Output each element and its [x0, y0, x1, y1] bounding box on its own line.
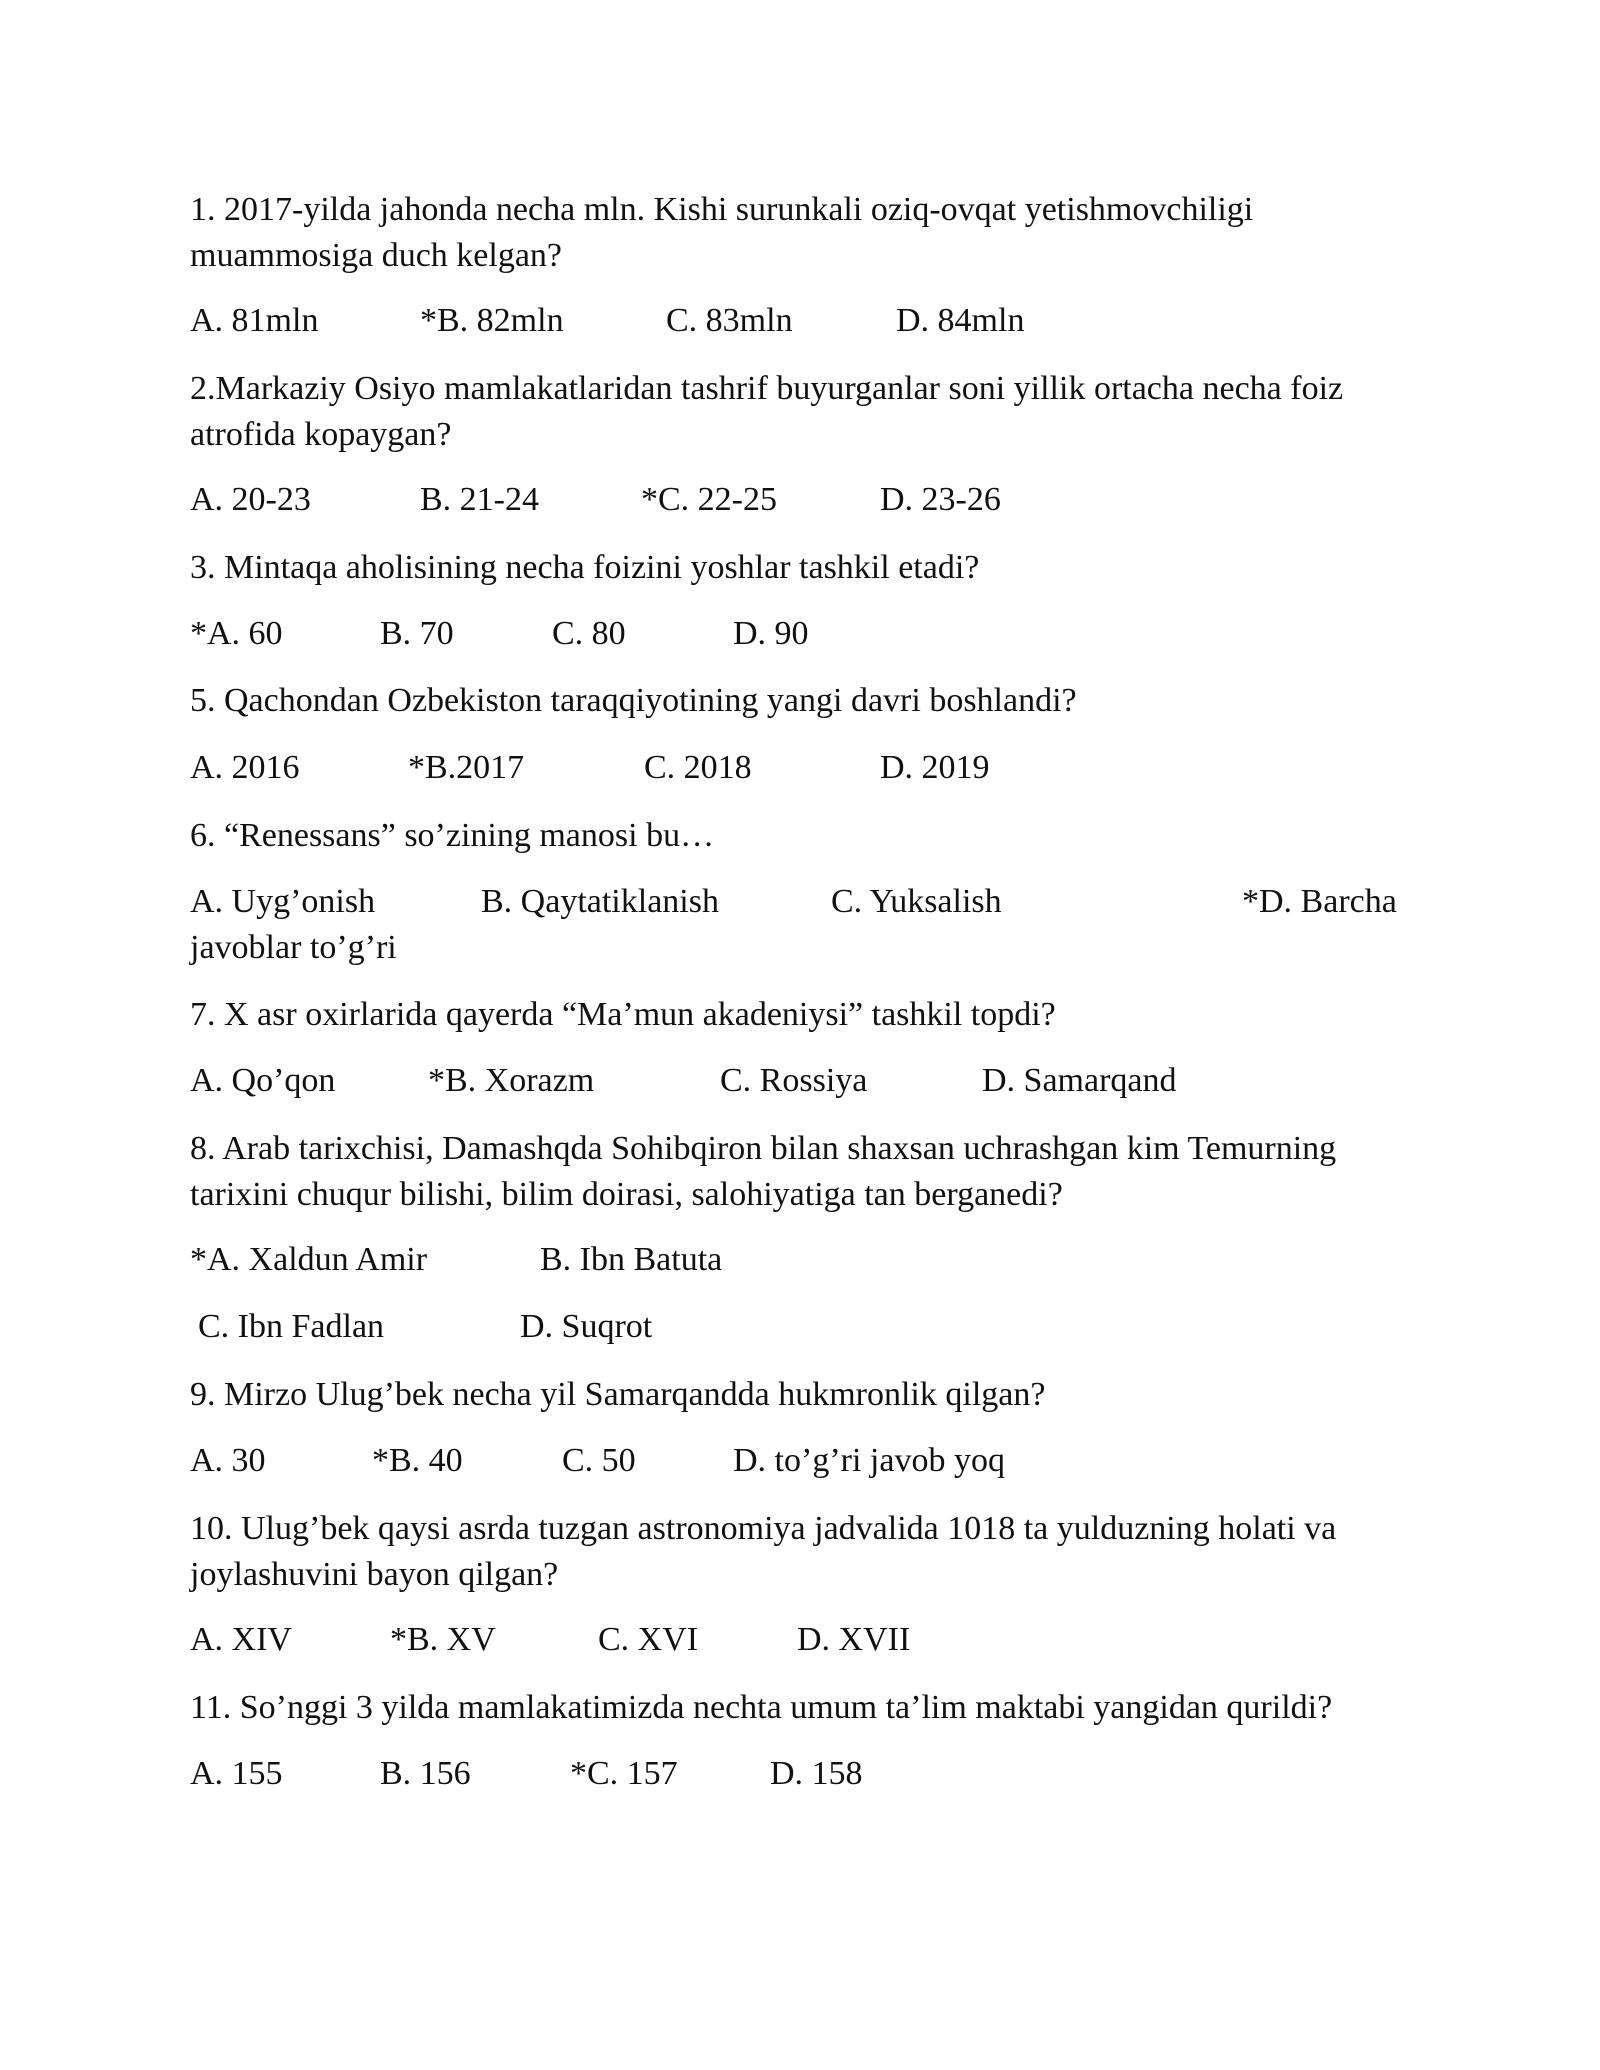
question-9-option-a: A. 30: [190, 1442, 266, 1479]
question-5-line-1: 5. Qachondan Ozbekiston taraqqiyotining yangi davri boshlandi?: [190, 682, 1077, 719]
question-2-option-a: A. 20-23: [190, 481, 311, 518]
question-9-line-1: 9. Mirzo Ulug’bek necha yil Samarqandda hukmronlik qilgan?: [190, 1376, 1046, 1413]
question-7-option-b: *B. Xorazm: [428, 1062, 595, 1099]
question-11-option-d: D. 158: [770, 1755, 863, 1792]
question-7-option-a: A. Qo’qon: [190, 1062, 336, 1099]
question-7-line-1: 7. X asr oxirlarida qayerda “Ma’mun akadeniysi” tashkil topdi?: [190, 996, 1056, 1033]
question-6-option-b: B. Qaytatiklanish: [481, 883, 719, 920]
question-2-line-1: 2.Markaziy Osiyo mamlakatlaridan tashrif buyurganlar soni yillik ortacha necha foiz: [190, 370, 1344, 407]
question-11-option-a: A. 155: [190, 1755, 283, 1792]
question-7-option-c: C. Rossiya: [720, 1062, 868, 1099]
question-8-option-d: D. Suqrot: [520, 1308, 653, 1345]
question-11-line-1: 11. So’nggi 3 yilda mamlakatimizda nechta umum ta’lim maktabi yangidan qurildi?: [190, 1689, 1333, 1726]
question-8-line-2: tarixini chuqur bilishi, bilim doirasi, salohiyatiga tan berganedi?: [190, 1176, 1063, 1213]
question-9-option-b: *B. 40: [372, 1442, 463, 1479]
question-3-option-a: *A. 60: [190, 615, 283, 652]
question-1-option-d: D. 84mln: [896, 302, 1025, 339]
question-1-line-2: muammosiga duch kelgan?: [190, 237, 563, 274]
question-10-option-b: *B. XV: [390, 1621, 496, 1658]
question-2-option-c: *C. 22-25: [641, 481, 777, 518]
question-2-option-b: B. 21-24: [420, 481, 539, 518]
question-3-option-c: C. 80: [552, 615, 626, 652]
question-3-line-1: 3. Mintaqa aholisining necha foizini yoshlar tashkil etadi?: [190, 549, 980, 586]
question-10-option-a: A. XIV: [190, 1621, 292, 1658]
question-9-option-c: C. 50: [562, 1442, 636, 1479]
question-3-option-b: B. 70: [380, 615, 454, 652]
question-1-option-c: C. 83mln: [666, 302, 793, 339]
question-9-option-d: D. to’g’ri javob yoq: [733, 1442, 1005, 1479]
question-10-line-2: joylashuvini bayon qilgan?: [190, 1556, 559, 1593]
question-2-option-d: D. 23-26: [880, 481, 1001, 518]
question-3-option-d: D. 90: [733, 615, 809, 652]
question-1-line-1: 1. 2017-yilda jahonda necha mln. Kishi surunkali oziq-ovqat yetishmovchiligi: [190, 191, 1254, 228]
question-7-option-d: D. Samarqand: [982, 1062, 1177, 1099]
question-6-option-c: C. Yuksalish: [831, 883, 1002, 920]
question-10-option-c: C. XVI: [598, 1621, 699, 1658]
question-5-option-c: C. 2018: [644, 749, 752, 786]
question-1-option-b: *B. 82mln: [420, 302, 564, 339]
question-5-option-d: D. 2019: [880, 749, 990, 786]
question-11-option-b: B. 156: [380, 1755, 471, 1792]
question-8-line-1: 8. Arab tarixchisi, Damashqda Sohibqiron bilan shaxsan uchrashgan kim Temurning: [190, 1130, 1337, 1167]
question-5-option-a: A. 2016: [190, 749, 300, 786]
question-2-line-2: atrofida kopaygan?: [190, 416, 452, 453]
question-6-option-d-continuation: javoblar to’g’ri: [190, 929, 397, 966]
question-6-line-1: 6. “Renessans” so’zining manosi bu…: [190, 817, 715, 854]
question-10-line-1: 10. Ulug’bek qaysi asrda tuzgan astronomiya jadvalida 1018 ta yulduzning holati va: [190, 1510, 1337, 1547]
question-6-option-a: A. Uyg’onish: [190, 883, 376, 920]
question-1-option-a: A. 81mln: [190, 302, 319, 339]
question-8-option-b: B. Ibn Batuta: [540, 1241, 723, 1278]
question-10-option-d: D. XVII: [797, 1621, 911, 1658]
question-8-option-a: *A. Xaldun Amir: [190, 1241, 428, 1278]
question-8-option-c: C. Ibn Fadlan: [198, 1308, 385, 1345]
question-6-option-d: *D. Barcha: [1242, 883, 1397, 920]
question-5-option-b: *B.2017: [408, 749, 525, 786]
question-11-option-c: *C. 157: [570, 1755, 678, 1792]
